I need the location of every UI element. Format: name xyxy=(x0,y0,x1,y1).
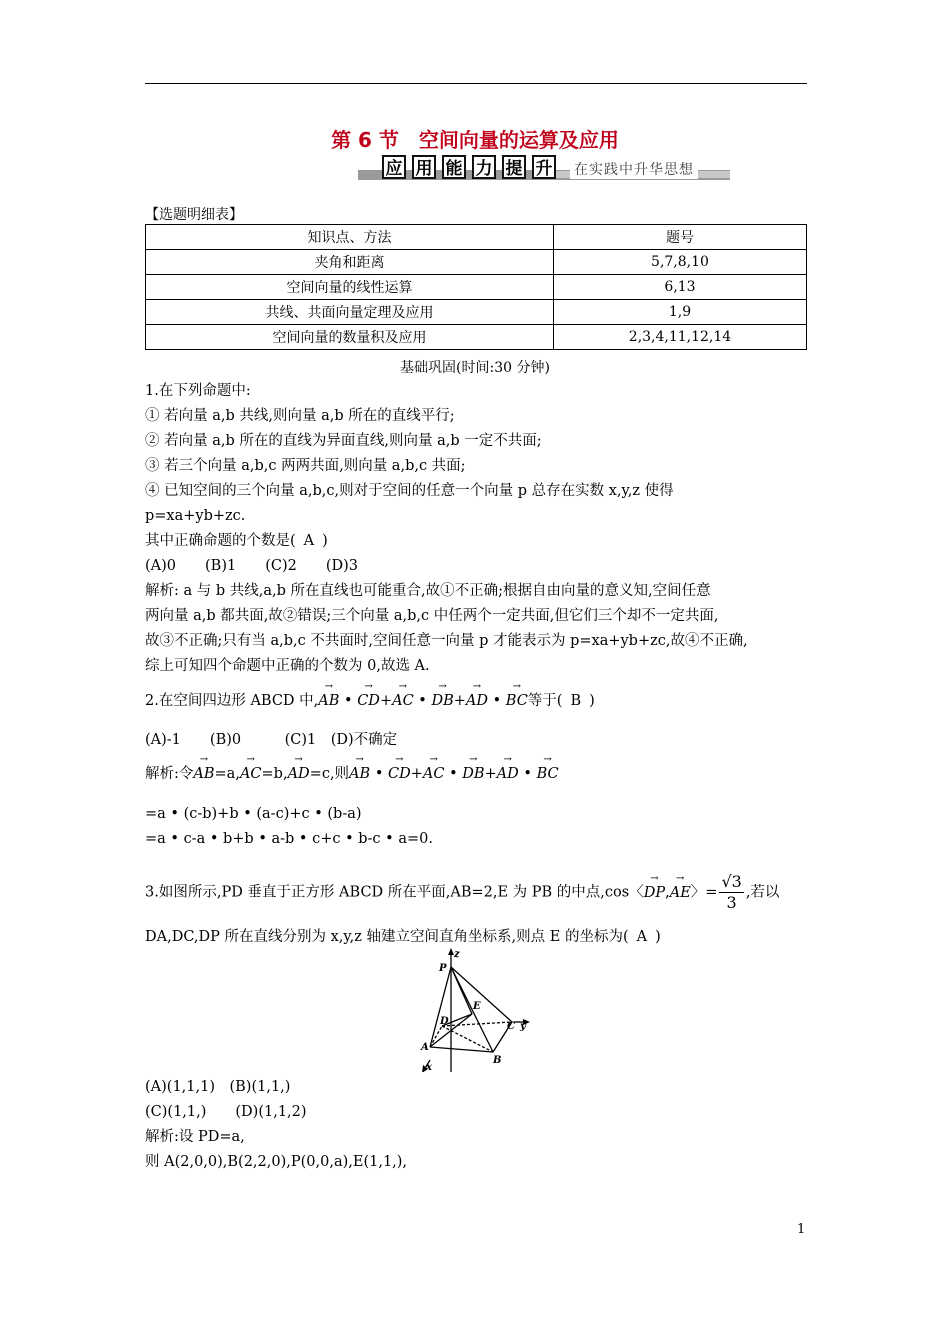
vector-ad: → AD xyxy=(466,691,488,711)
q1-stem: 1.在下列命题中: xyxy=(145,383,251,399)
vector-ab: → AB xyxy=(349,764,370,784)
plus-op: + xyxy=(379,693,393,709)
vector-ac: → AC xyxy=(240,764,262,784)
label-a: A xyxy=(421,1042,429,1053)
plus-op: + xyxy=(410,766,423,782)
label-c: C xyxy=(507,1021,515,1032)
q2-options: (A)-1 (B)0 (C)1 (D)不确定 xyxy=(145,732,398,748)
vector-db: → DB xyxy=(431,691,453,711)
vector-db: → DB xyxy=(462,764,484,784)
edge-ad xyxy=(430,1026,442,1047)
q3-options: (A)(1,1,1) (B)(1,1,) xyxy=(145,1079,291,1095)
label-e: E xyxy=(473,1001,481,1012)
q2-close: ) xyxy=(589,693,595,709)
label-y: y xyxy=(520,1021,526,1032)
q2-solution-line: =a • (c-b)+b • (a-c)+c • (b-a) xyxy=(145,806,362,822)
q1-solution: 综上可知四个命题中正确的个数为 0,故选 A. xyxy=(145,658,430,674)
table-header-row xyxy=(146,225,807,250)
q1-proposition: ① 若向量 a,b 共线,则向量 a,b 所在的直线平行; xyxy=(145,408,455,424)
edge-pc xyxy=(451,967,512,1022)
q1-options: (A)0 (B)1 (C)2 (D)3 xyxy=(145,558,359,574)
table-cell: 2,3,4,11,12,14 xyxy=(554,325,807,350)
table-cell: 空间向量的数量积及应用 xyxy=(146,325,554,350)
q3-comma: , xyxy=(665,884,670,901)
label-d: D xyxy=(440,1016,449,1027)
banner-char: 应 xyxy=(382,155,406,179)
vector-bc: → BC xyxy=(537,764,559,784)
vector-ad: → AD xyxy=(497,764,519,784)
dot-op: • xyxy=(418,693,427,709)
q3-solution: 解析:设 PD=a, xyxy=(145,1129,245,1145)
q1-proposition: p=xa+yb+zc. xyxy=(145,508,246,524)
q2-solution-line: =a • c-a • b+b • a-b • c+c • b-c • a=0. xyxy=(145,831,433,847)
topic-table xyxy=(145,224,807,350)
table-row xyxy=(146,300,807,325)
table-cell: 5,7,8,10 xyxy=(554,250,807,275)
q2-solution xyxy=(145,764,559,784)
vector-ad: → AD xyxy=(288,764,310,784)
q2-eq-b: =b, xyxy=(261,766,288,782)
table-header: 知识点、方法 xyxy=(146,225,554,250)
q1-ask-close: ) xyxy=(322,533,328,549)
section-title: 基础巩固(时间:30 分钟) xyxy=(400,360,550,376)
q1-ask xyxy=(145,531,328,551)
table-caption: 【选题明细表】 xyxy=(145,207,243,223)
q2-sol-pre: 解析:令 xyxy=(145,766,194,782)
label-b: B xyxy=(493,1055,502,1066)
dot-op: • xyxy=(449,766,458,782)
page-number: 1 xyxy=(797,1222,806,1237)
q1-solution: 故③不正确;只有当 a,b,c 不共面时,空间任意一向量 p 才能表示为 p=xa+yb+zc,故④不正确, xyxy=(145,633,748,649)
top-rule xyxy=(145,83,807,84)
vector-ab: → AB xyxy=(193,764,214,784)
q2-eq-a: =a, xyxy=(214,766,240,782)
vector-ae: → AE xyxy=(670,883,691,903)
banner-char: 用 xyxy=(412,155,436,179)
q3-stem-end: ,若以 xyxy=(745,884,780,901)
plus-op: + xyxy=(453,693,466,709)
table-row xyxy=(146,325,807,350)
table-cell: 1,9 xyxy=(554,300,807,325)
q3-eq: 〉= xyxy=(690,884,718,901)
q3-stem xyxy=(145,872,779,913)
vector-ab: → AB xyxy=(318,691,339,711)
q2-answer: B xyxy=(570,693,582,709)
q3-stem2 xyxy=(145,927,661,947)
q2-stem-pre: 2.在空间四边形 ABCD 中, xyxy=(145,693,319,709)
table-cell: 共线、共面向量定理及应用 xyxy=(146,300,554,325)
dot-op: • xyxy=(344,693,353,709)
q1-proposition: ② 若向量 a,b 所在的直线为异面直线,则向量 a,b 一定不共面; xyxy=(145,433,542,449)
banner-char: 力 xyxy=(472,155,496,179)
q3-close: ) xyxy=(655,929,661,945)
page-title: 第 6 节 空间向量的运算及应用 xyxy=(331,128,619,152)
dot-op: • xyxy=(374,766,384,782)
label-x: x xyxy=(426,1062,432,1072)
fraction xyxy=(719,872,743,913)
label-p: P xyxy=(439,963,447,974)
vector-bc: → BC xyxy=(506,691,528,711)
q1-solution: 解析: a 与 b 共线,a,b 所在直线也可能重合,故①不正确;根据自由向量的意义知,空间任意 xyxy=(145,583,711,599)
label-z: z xyxy=(454,949,460,960)
table-cell: 夹角和距离 xyxy=(146,250,554,275)
q3-answer: A xyxy=(636,929,648,945)
banner-char: 升 xyxy=(532,155,556,179)
table-row xyxy=(146,250,807,275)
q1-solution: 两向量 a,b 都共面,故②错误;三个向量 a,b,c 中任两个一定共面,但它们三个却不一定共面, xyxy=(145,608,719,624)
q1-proposition: ③ 若三个向量 a,b,c 两两共面,则向量 a,b,c 共面; xyxy=(145,458,466,474)
vector-dp: → DP xyxy=(644,883,665,903)
banner-subtitle: 在实践中升华思想 xyxy=(570,159,698,179)
segment-pe xyxy=(451,967,472,1014)
fraction-denominator: 3 xyxy=(726,893,737,912)
q3-stem2-text: DA,DC,DP 所在直线分别为 x,y,z 轴建立空间直角坐标系,则点 E 的坐标为( xyxy=(145,929,629,945)
pyramid-figure xyxy=(414,948,534,1072)
q1-proposition: ④ 已知空间的三个向量 a,b,c,则对于空间的任意一个向量 p 总存在实数 x,y,z 使得 xyxy=(145,483,674,499)
edge-pa xyxy=(430,967,451,1047)
fraction-numerator: √3 xyxy=(721,872,742,891)
vector-ac: → AC xyxy=(423,764,445,784)
q3-stem-pre: 3.如图所示,PD 垂直于正方形 ABCD 所在平面,AB=2,E 为 PB 的中点,cos〈 xyxy=(145,884,644,901)
q2-stem xyxy=(145,691,595,711)
edge-dc xyxy=(442,1022,512,1026)
table-cell: 6,13 xyxy=(554,275,807,300)
q3-solution: 则 A(2,0,0),B(2,2,0),P(0,0,a),E(1,1,), xyxy=(145,1154,408,1170)
banner xyxy=(358,155,730,181)
table-cell: 空间向量的线性运算 xyxy=(146,275,554,300)
table-header: 题号 xyxy=(554,225,807,250)
table-row xyxy=(146,275,807,300)
q1-answer: A xyxy=(303,533,315,549)
vector-cd: → CD xyxy=(357,691,380,711)
q3-options: (C)(1,1,) (D)(1,1,2) xyxy=(145,1104,307,1120)
dot-op: • xyxy=(492,693,502,709)
plus-op: + xyxy=(484,766,497,782)
q2-eq-c: =c,则 xyxy=(309,766,350,782)
q2-stem-post: 等于( xyxy=(527,693,563,709)
vector-cd: → CD xyxy=(388,764,411,784)
dot-op: • xyxy=(523,766,532,782)
banner-char: 提 xyxy=(502,155,526,179)
q1-ask-text: 其中正确命题的个数是( xyxy=(145,533,296,549)
vector-ac: → AC xyxy=(392,691,414,711)
banner-char: 能 xyxy=(442,155,466,179)
